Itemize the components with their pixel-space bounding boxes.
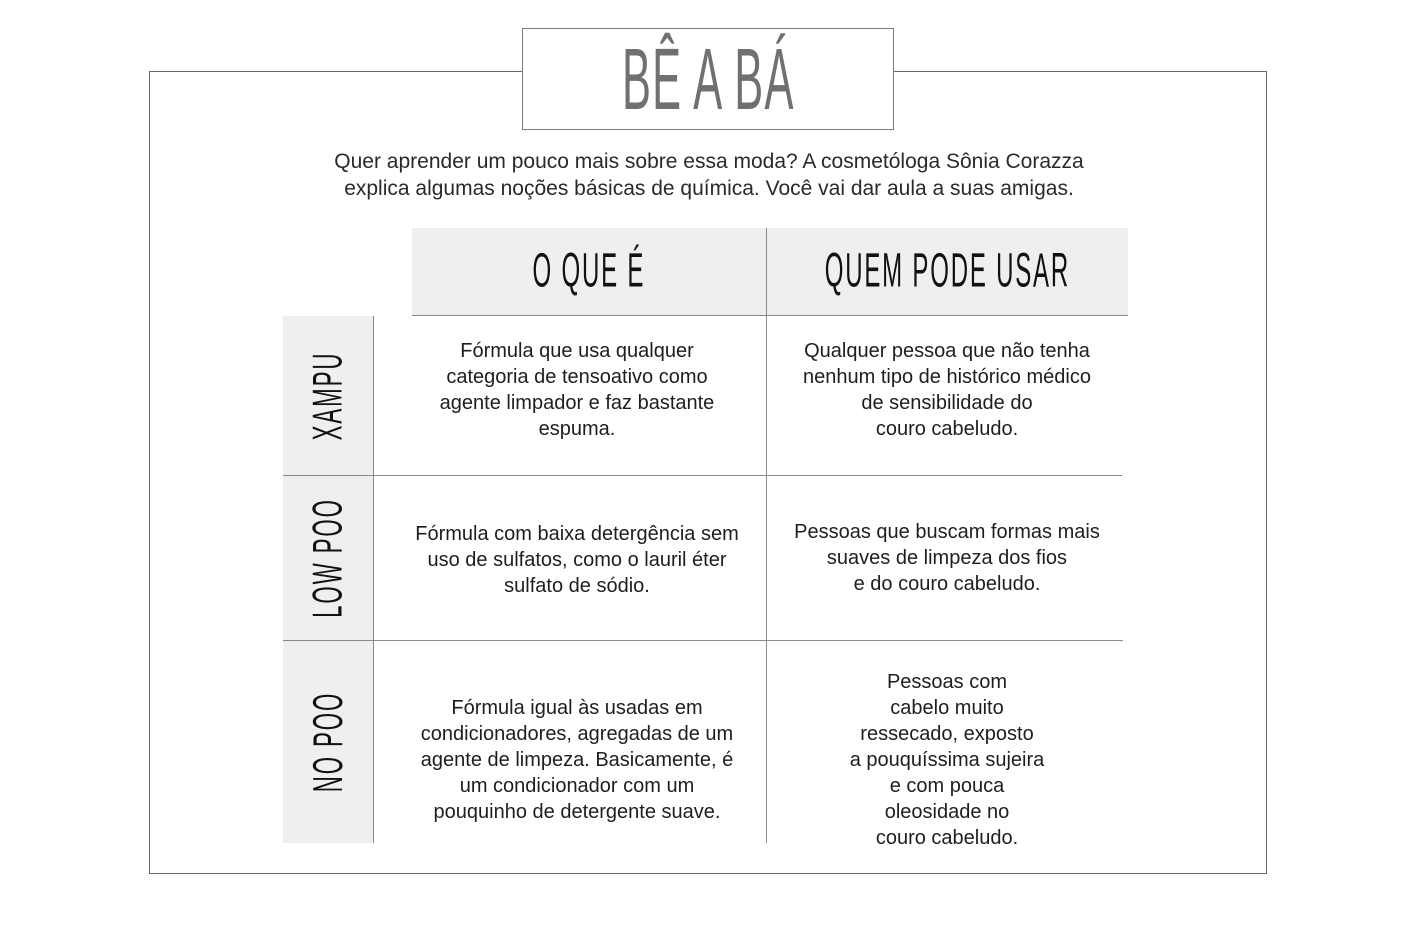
column-header-who: QUEM PODE USAR (824, 244, 1071, 298)
table-cell: Pessoas que buscam formas mais suaves de limpeza dos fios e do couro cabeludo. (794, 521, 1100, 595)
divider (412, 315, 1128, 316)
intro-text (250, 148, 1168, 202)
row-label-low-poo: LOW POO (303, 498, 351, 618)
row-label-no-poo: NO POO (303, 691, 351, 793)
divider (283, 475, 1122, 476)
divider (283, 640, 1123, 641)
table-cell: Fórmula com baixa detergência sem uso de sulfatos, como o lauril éter sulfato de sódio. (415, 523, 739, 597)
divider (373, 316, 374, 843)
table-cell: Qualquer pessoa que não tenha nenhum tipo de histórico médico de sensibilidade do couro cabeludo. (803, 340, 1091, 440)
page-title: BÊ A BÁ (621, 30, 795, 128)
title-box (522, 28, 894, 130)
row-label-xampu: XAMPU (303, 351, 351, 440)
column-header-what: O QUE É (532, 244, 646, 298)
table-cell: Fórmula que usa qualquer categoria de tensoativo como agente limpador e faz bastante espuma. (439, 340, 715, 440)
intro-line: explica algumas noções básicas de química. Você vai dar aula a suas amigas. (344, 177, 1074, 200)
table-cell: Pessoas com cabelo muito ressecado, exposto a pouquíssima sujeira e com pouca oleosidade no couro cabeludo. (849, 671, 1045, 849)
table-cell: Fórmula igual às usadas em condicionadores, agregadas de um agente de limpeza. Basicamente, é um condicionador com um pouquinho de detergente suave. (420, 697, 734, 823)
intro-line: Quer aprender um pouco mais sobre essa moda? A cosmetóloga Sônia Corazza (334, 150, 1084, 173)
